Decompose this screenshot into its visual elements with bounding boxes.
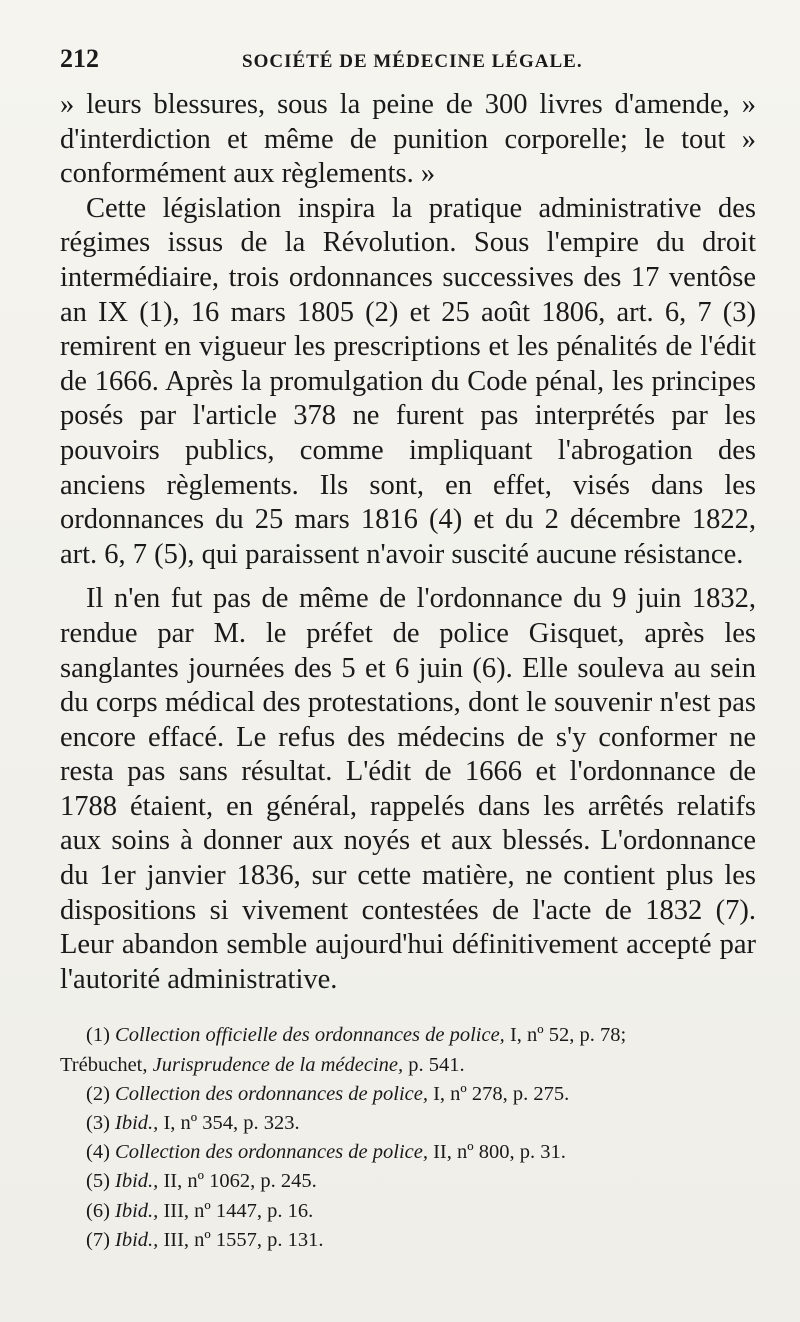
- footnote-title: Ibid.,: [115, 1112, 159, 1135]
- footnote-number: (6): [86, 1199, 110, 1222]
- footnote-title: Ibid.,: [115, 1199, 159, 1222]
- paragraph-3: Il n'en fut pas de même de l'ordonnance du 9 juin 1832, rendue par M. le préfet de police Gisquet, après les sanglantes journées des 5 et 6 juin (6). Elle souleva au sein du corps médical des protestations, dont le souvenir n'est pas encore effacé. Le refus des médecins de s'y conformer ne resta pas sans résultat. L'édit de 1666 et l'ordonnance de 1788 étaient, en général, rappelés dans les arrêtés relatifs aux soins à donner aux noyés et aux blessés. L'ordonnance du 1er janvier 1836, sur cette matière, ne contient plus les dispositions si vivement contestées de l'acte de 1832 (7). Leur abandon semble aujourd'hui définitivement accepté par l'autorité administrative.: [60, 583, 756, 995]
- footnote-ref: III, nº 1447, p. 16.: [158, 1199, 314, 1222]
- footnote-5: [60, 1167, 756, 1196]
- footnote-title: Ibid.,: [115, 1228, 159, 1251]
- footnote-1: [60, 1021, 756, 1050]
- footnote-number: (4): [86, 1141, 110, 1164]
- page-number: 212: [60, 44, 99, 73]
- footnote-7: [60, 1226, 756, 1255]
- footnote-ref: I, nº 354, p. 323.: [158, 1112, 300, 1135]
- footnote-number: (1): [86, 1024, 110, 1047]
- footnote-3: [60, 1109, 756, 1138]
- footnote-ref: I, nº 278, p. 275.: [427, 1082, 570, 1105]
- footnote-1-continuation: [60, 1051, 756, 1080]
- footnote-ref: p. 541.: [403, 1053, 465, 1076]
- footnote-number: (5): [86, 1170, 110, 1193]
- footnote-2: [60, 1080, 756, 1109]
- paragraph-1: » leurs blessures, sous la peine de 300 livres d'amende, » d'interdiction et même de punition corporelle; le tout » conformément aux règlements. »: [60, 89, 756, 190]
- footnote-ref: II, nº 1062, p. 245.: [158, 1170, 317, 1193]
- footnote-4: [60, 1138, 756, 1167]
- footnote-number: (2): [86, 1082, 110, 1105]
- footnote-author: Trébuchet,: [60, 1053, 153, 1076]
- page-header: [60, 44, 756, 84]
- footnote-title: Collection des ordonnances de police,: [115, 1082, 428, 1105]
- running-head: SOCIÉTÉ DE MÉDECINE LÉGALE.: [242, 51, 583, 72]
- footnote-number: (7): [86, 1228, 110, 1251]
- footnote-title: Collection des ordonnances de police,: [115, 1141, 428, 1164]
- footnote-title: Ibid.,: [115, 1170, 159, 1193]
- footnote-title: Collection officielle des ordonnances de police,: [115, 1024, 505, 1047]
- body-text: [60, 88, 756, 997]
- footnote-number: (3): [86, 1112, 110, 1135]
- footnote-title: Jurisprudence de la médecine,: [152, 1053, 404, 1076]
- footnote-ref: III, nº 1557, p. 131.: [158, 1228, 324, 1251]
- footnote-ref: I, nº 52, p. 78;: [504, 1024, 627, 1047]
- footnotes: [60, 1021, 756, 1255]
- footnote-6: [60, 1197, 756, 1226]
- paragraph-2: Cette législation inspira la pratique administrative des régimes issus de la Révolution. Sous l'empire du droit intermédiaire, trois ordonnances successives des 17 ventôse an IX (1), 16 mars 1805 (2) et 25 août 1806, art. 6, 7 (3) remirent en vigueur les prescriptions et les pénalités de l'édit de 1666. Après la promulgation du Code pénal, les principes posés par l'article 378 ne furent pas interprétés par les pouvoirs publics, comme impliquant l'abrogation des anciens règlements. Ils sont, en effet, visés dans les ordonnances du 25 mars 1816 (4) et du 2 décembre 1822, art. 6, 7 (5), qui paraissent n'avoir suscité aucune résistance.: [60, 192, 756, 570]
- footnote-ref: II, nº 800, p. 31.: [427, 1141, 566, 1164]
